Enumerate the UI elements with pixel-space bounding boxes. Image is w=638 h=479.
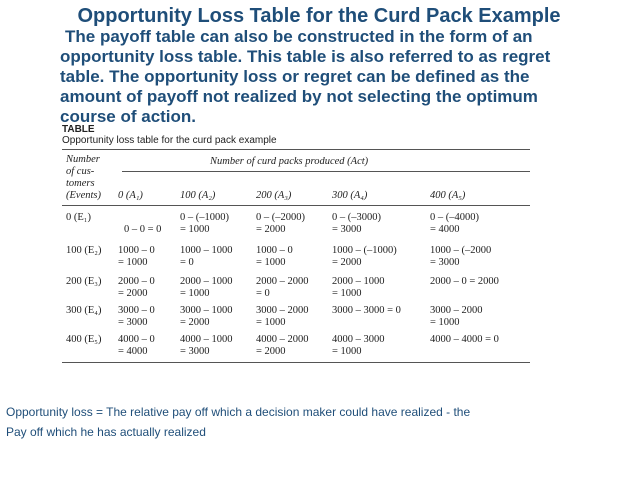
table-cell: 0 – (–1000): [180, 212, 229, 223]
table-cell: 3000 – 3000 = 0: [332, 305, 401, 316]
column-span-header: Number of curd packs produced (Act): [210, 156, 369, 167]
definition-footer: [6, 402, 626, 442]
table-cell: = 1000: [332, 288, 362, 299]
table-cell: 3000 – 2000: [430, 305, 483, 316]
event-label: 0 (E₁): [66, 212, 91, 223]
table-cell: 4000 – 3000: [332, 334, 385, 345]
table-cell: = 4000: [430, 224, 460, 235]
table-label: TABLE: [62, 124, 95, 135]
table-cell: = 3000: [118, 317, 148, 328]
table-cell: = 2000: [256, 224, 286, 235]
table-cell: = 1000: [430, 317, 460, 328]
table-cell: 4000 – 4000 = 0: [430, 334, 499, 345]
column-header: 0 (A₁): [118, 190, 143, 201]
table-cell: = 1000: [256, 317, 286, 328]
column-header: 200 (A₃): [256, 190, 292, 201]
table-cell: = 3000: [180, 346, 210, 357]
table-cell: 1000 – 1000: [180, 245, 233, 256]
table-cell: = 1000: [180, 224, 210, 235]
table-cell: 4000 – 1000: [180, 334, 233, 345]
table-cell: = 1000: [256, 257, 286, 268]
table-cell: 0 – (–4000): [430, 212, 479, 223]
event-label: 100 (E₂): [66, 245, 102, 256]
table-cell: 0 – (–2000): [256, 212, 305, 223]
footer-line: Pay off which he has actually realized: [6, 425, 206, 439]
table-cell: 1000 – 0: [118, 245, 155, 256]
stub-header-line: Number: [66, 154, 100, 165]
stub-header-line: of cus-: [66, 166, 95, 177]
table-cell: = 2000: [256, 346, 286, 357]
table-top-rule: [62, 149, 530, 150]
intro-line: amount of payoff not realized by not selecting the optimum: [60, 87, 538, 106]
table-cell: 2000 – 1000: [180, 276, 233, 287]
table-cell: 2000 – 1000: [332, 276, 385, 287]
intro-line: opportunity loss table. This table is also referred to as regret: [60, 47, 551, 66]
table-cell: 0 – 0 = 0: [124, 224, 162, 235]
column-header: 300 (A₄): [332, 190, 368, 201]
intro-line: The payoff table can also be constructed in the form of an: [65, 27, 533, 46]
table-bottom-rule: [62, 362, 530, 363]
table-cell: 1000 – (–2000: [430, 245, 492, 256]
table-cell: 0 – (–3000): [332, 212, 381, 223]
intro-paragraph: [60, 27, 620, 127]
intro-line: course of action.: [60, 107, 197, 126]
table-cell: 2000 – 0 = 2000: [430, 276, 499, 287]
table-cell: = 1000: [332, 346, 362, 357]
table-cell: 4000 – 0: [118, 334, 155, 345]
stub-header-line: (Events): [66, 190, 101, 201]
table-cell: = 4000: [118, 346, 148, 357]
table-cell: = 0: [180, 257, 194, 268]
footer-line: Opportunity loss = The relative pay off which a decision maker could have realized - the: [6, 405, 471, 419]
table-cell: 3000 – 0: [118, 305, 155, 316]
event-label: 300 (E₄): [66, 305, 102, 316]
intro-line: table. The opportunity loss or regret can be defined as the: [60, 67, 530, 86]
header-bottom-rule: [62, 205, 530, 206]
table-cell: 3000 – 2000: [256, 305, 309, 316]
span-header-rule: [122, 171, 530, 172]
table-cell: = 3000: [332, 224, 362, 235]
table-cell: = 0: [256, 288, 270, 299]
table-cell: = 2000: [332, 257, 362, 268]
slide-title: Opportunity Loss Table for the Curd Pack Example: [77, 5, 561, 27]
event-label: 200 (E₃): [66, 276, 102, 287]
table-cell: 2000 – 0: [118, 276, 155, 287]
event-label: 400 (E₅): [66, 334, 102, 345]
column-header: 400 (A₅): [430, 190, 466, 201]
table-cell: 4000 – 2000: [256, 334, 309, 345]
stub-header-line: tomers: [66, 178, 95, 189]
table-cell: 3000 – 1000: [180, 305, 233, 316]
table-cell: = 2000: [118, 288, 148, 299]
column-header: 100 (A₂): [180, 190, 216, 201]
table-cell: = 3000: [430, 257, 460, 268]
table-cell: = 2000: [180, 317, 210, 328]
table-caption: Opportunity loss table for the curd pack example: [62, 135, 277, 146]
opportunity-loss-table: [62, 125, 530, 365]
table-cell: = 1000: [180, 288, 210, 299]
table-cell: = 1000: [118, 257, 148, 268]
table-cell: 1000 – 0: [256, 245, 293, 256]
table-cell: 1000 – (–1000): [332, 245, 397, 256]
table-cell: 2000 – 2000: [256, 276, 309, 287]
